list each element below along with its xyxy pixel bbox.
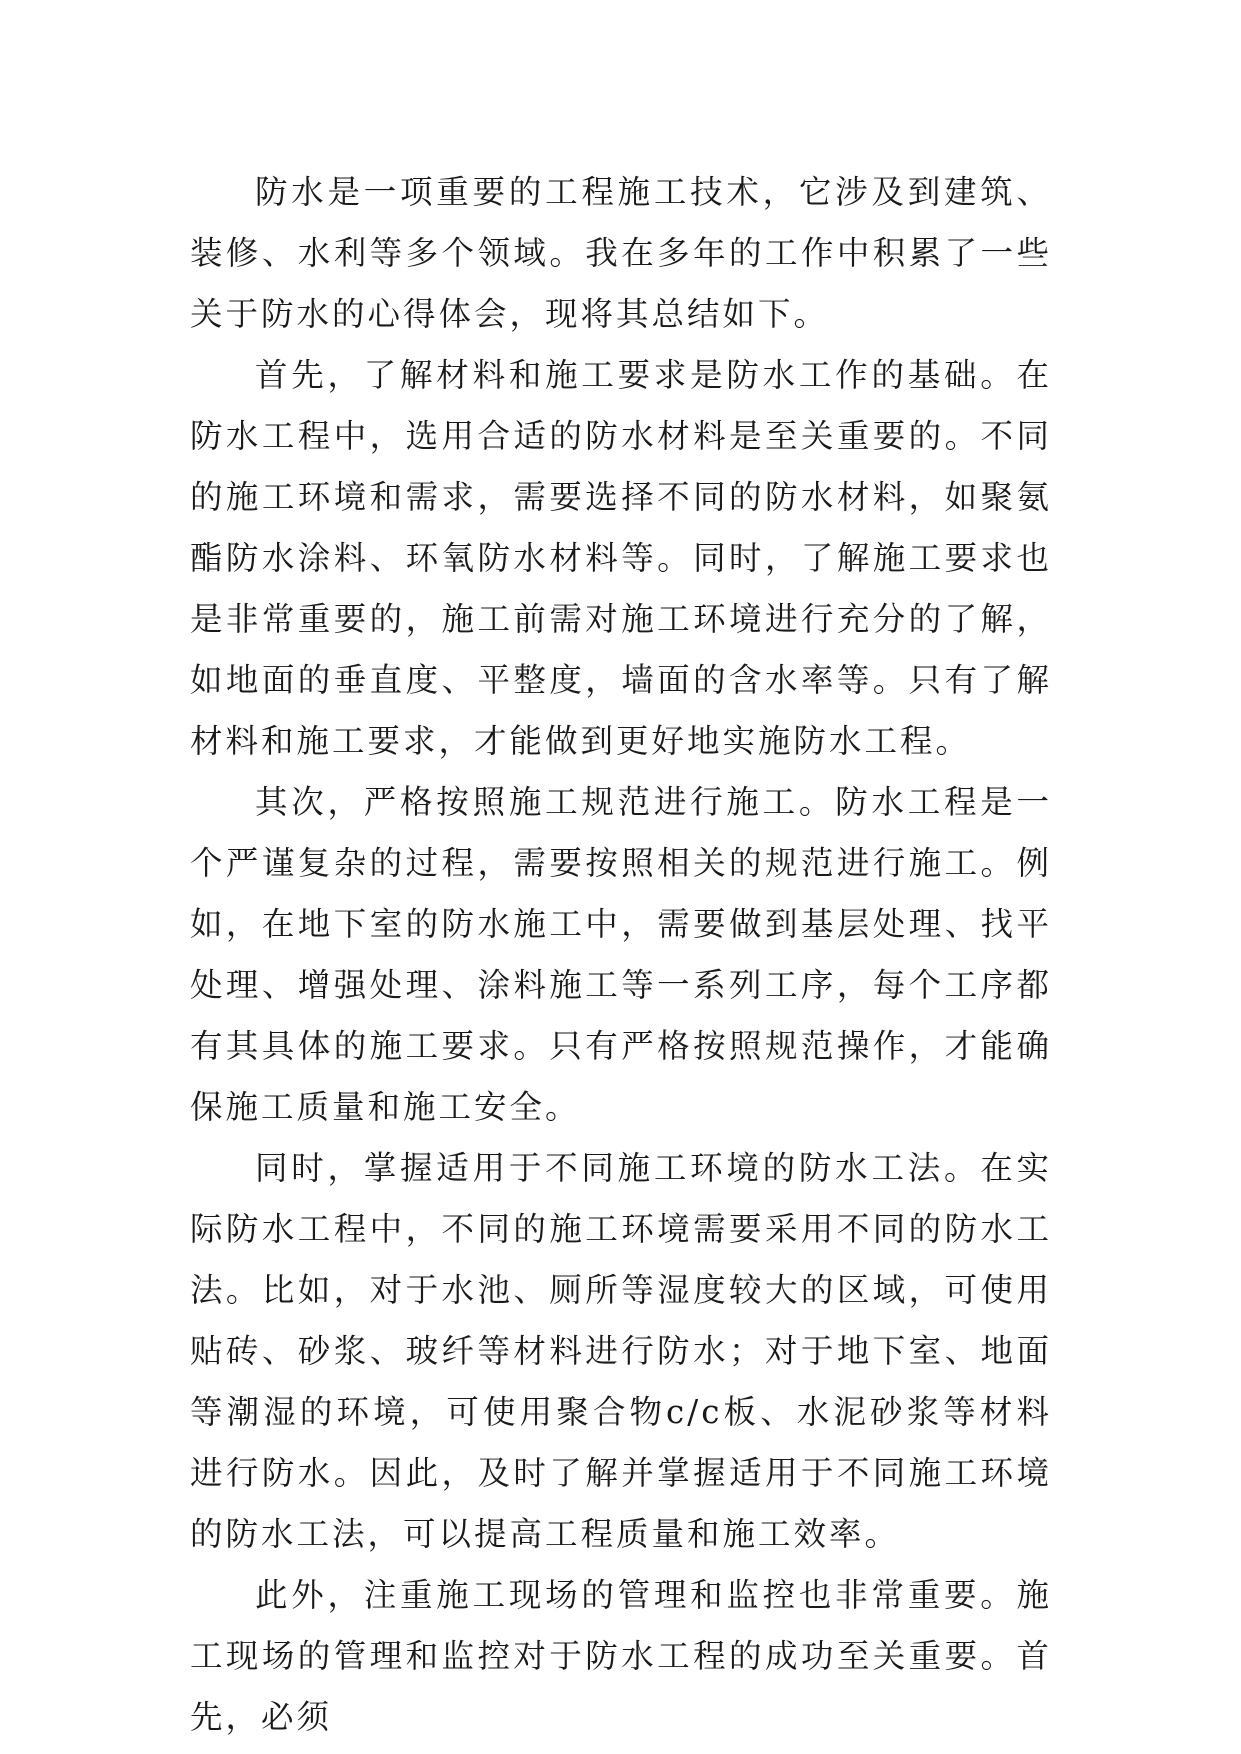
paragraph-materials: 首先，了解材料和施工要求是防水工作的基础。在防水工程中，选用合适的防水材料是至关重要的。不同的施工环境和需求，需要选择不同的防水材料，如聚氨酯防水涂料、环氧防水材料等。同时，了解施工要求也是非常重要的，施工前需对施工环境进行充分的了解，如地面的垂直度、平整度，墙面的含水率等。只有了解材料和施工要求，才能做到更好地实施防水工程。 <box>190 356 1052 760</box>
paragraph-standards: 其次，严格按照施工规范进行施工。防水工程是一个严谨复杂的过程，需要按照相关的规范进行施工。例如，在地下室的防水施工中，需要做到基层处理、找平处理、增强处理、涂料施工等一系列工序，每个工序都有其具体的施工要求。只有严格按照规范操作，才能确保施工质量和施工安全。 <box>190 783 1052 1126</box>
paragraph-methods: 同时，掌握适用于不同施工环境的防水工法。在实际防水工程中，不同的施工环境需要采用不同的防水工法。比如，对于水池、厕所等湿度较大的区域，可使用贴砖、砂浆、玻纤等材料进行防水；对于地下室、地面等潮湿的环境，可使用聚合物c/c板、水泥砂浆等材料进行防水。因此，及时了解并掌握适用于不同施工环境的防水工法，可以提高工程质量和施工效率。 <box>190 1149 1052 1553</box>
document-body <box>190 162 1052 1748</box>
paragraph-intro: 防水是一项重要的工程施工技术，它涉及到建筑、装修、水利等多个领域。我在多年的工作中积累了一些关于防水的心得体会，现将其总结如下。 <box>190 173 1052 333</box>
paragraph-site-management: 此外，注重施工现场的管理和监控也非常重要。施工现场的管理和监控对于防水工程的成功至关重要。首先，必须 <box>190 1576 1052 1736</box>
